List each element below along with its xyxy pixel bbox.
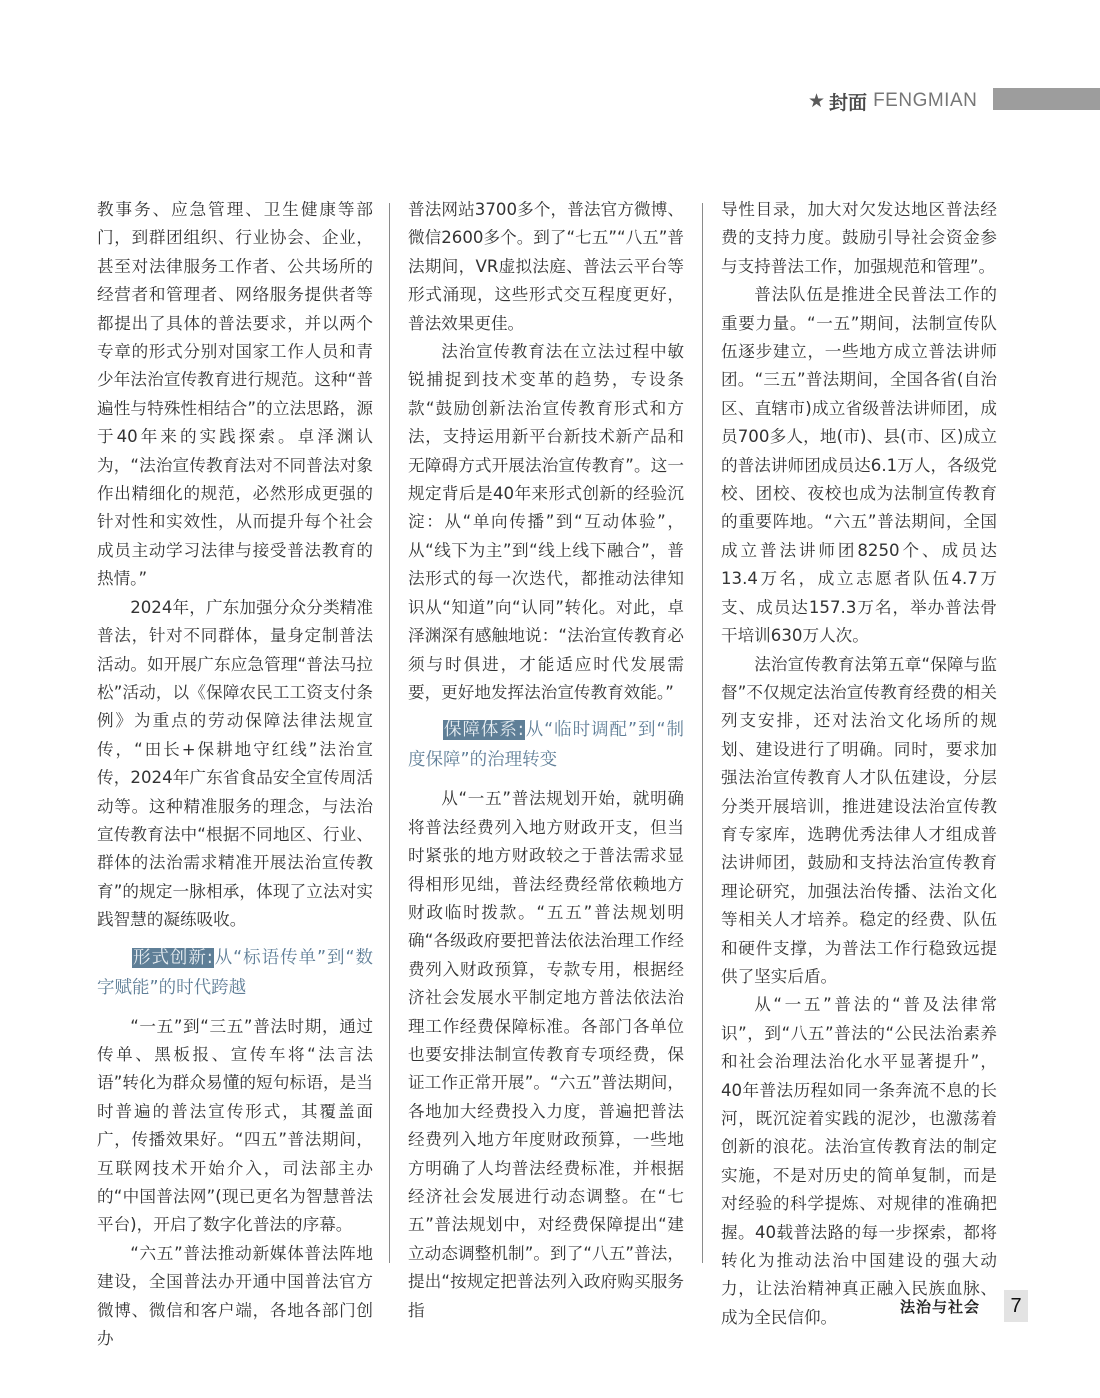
header-decor-bar [993, 88, 1100, 110]
paragraph: 从“一五”普法的“普及法律常识”，到“八五”普法的“公民法治素养和社会治理法治化水平显著提升”，40年普法历程如同一条奔流不息的长河，既沉淀着实践的泥沙，也激荡着创新的浪花。法治宣传教育法的制定实施，不是对历史的简单复制，而是对经验的科学提炼、对规律的准确把握。40载普法路的每一步探索，都将转化为推动法治中国建设的强大动力，让法治精神真正融入民族血脉、成为全民信仰。 [721, 995, 997, 1327]
section-header [808, 86, 977, 116]
paragraph: “六五”普法推动新媒体普法阵地建设，全国普法办开通中国普法官方微博、微信和客户端，各地各部门创办 [97, 1243, 373, 1349]
subheading-tag: 保障体系: [444, 720, 524, 741]
section-title-cn: 封面 [829, 91, 868, 114]
subheading-text: 从“临时调配”到“制度保障”的治理转变 [408, 720, 684, 771]
paragraph: 导性目录，加大对欠发达地区普法经费的支持力度。鼓励引导社会资金参与支持普法工作，加强规范和管理”。 [721, 200, 997, 276]
star-icon: ★ [808, 90, 826, 112]
paragraph: 普法网站3700多个，普法官方微博、微信2600多个。到了“七五”“八五”普法期间，VR虚拟法庭、普法云平台等形式涌现，这些形式交互程度更好，普法效果更佳。 [408, 200, 684, 333]
article-column-2 [408, 196, 684, 1325]
section-subheading [408, 715, 684, 775]
paragraph: “一五”到“三五”普法时期，通过传单、黑板报、宣传车将“法言法语”转化为群众易懂的短句标语，是当时普遍的普法宣传形式，其覆盖面广，传播效果好。“四五”普法期间，互联网技术开始介入，司法部主办的“中国普法网”(现已更名为智慧普法平台)，开启了数字化普法的序幕。 [97, 1016, 373, 1235]
page-footer [900, 1290, 1028, 1322]
magazine-name: 法治与社会 [900, 1297, 981, 1316]
article-column-3 [721, 196, 997, 1332]
paragraph: 从“一五”普法规划开始，就明确将普法经费列入地方财政开支，但当时紧张的地方财政较之于普法需求显得相形见绌，普法经费经常依赖地方财政临时拨款。“五五”普法规划明确“各级政府要把普法依法治理工作经费列入财政预算，专款专用，根据经济社会发展水平制定地方普法依法治理工作经费保障标准。各部门各单位也要安排法制宣传教育专项经费，保证工作正常开展”。“六五”普法期间，各地加大经费投入力度，普遍把普法经费列入地方年度财政预算，一些地方明确了人均普法经费标准，并根据经济社会发展进行动态调整。在“七五”普法规划中，对经费保障提出“建立动态调整机制”。到了“八五”普法，提出“按规定把普法列入政府购买服务指 [408, 789, 684, 1320]
page-number: 7 [1004, 1290, 1028, 1322]
subheading-tag: 形式创新: [133, 947, 213, 968]
paragraph: 普法队伍是推进全民普法工作的重要力量。“一五”期间，法制宣传队伍逐步建立，一些地方成立普法讲师团。“三五”普法期间，全国各省(自治区、直辖市)成立省级普法讲师团，成员700多人，地(市)、县(市、区)成立的普法讲师团成员达6.1万人，各级党校、团校、夜校也成为法制宣传教育的重要阵地。“六五”普法期间，全国成立普法讲师团8250个、成员达13.4万名，成立志愿者队伍4.7万支、成员达157.3万名，举办普法骨干培训630万人次。 [721, 285, 997, 646]
paragraph: 2024年，广东加强分众分类精准普法，针对不同群体，量身定制普法活动。如开展广东应急管理“普法马拉松”活动，以《保障农民工工资支付条例》为重点的劳动保障法律法规宣传，“田长+保耕地守红线”法治宣传，2024年广东省食品安全宣传周活动等。这种精准服务的理念，与法治宣传教育法中“根据不同地区、行业、群体的法治需求精准开展法治宣传教育”的规定一脉相承，体现了立法对实践智慧的凝练吸收。 [97, 597, 373, 930]
section-subheading [97, 943, 373, 1003]
paragraph: 法治宣传教育法在立法过程中敏锐捕捉到技术变革的趋势，专设条款“鼓励创新法治宣传教育形式和方法，支持运用新平台新技术新产品和无障碍方式开展法治宣传教育”。这一规定背后是40年来形式创新的经验沉淀：从“单向传播”到“互动体验”，从“线下为主”到“线上线下融合”，普法形式的每一次迭代，都推动法律知识从“知道”向“认同”转化。对此，卓泽渊深有感触地说：“法治宣传教育必须与时俱进，才能适应时代发展需要，更好地发挥法治宣传教育效能。” [408, 342, 684, 702]
section-title-en: FENGMIAN [873, 90, 978, 111]
paragraph: 法治宣传教育法第五章“保障与监督”不仅规定法治宣传教育经费的相关列支安排，还对法治文化场所的规划、建设进行了明确。同时，要求加强法治宣传教育人才队伍建设，分层分类开展培训，推进建设法治宣传教育专家库，选聘优秀法律人才组成普法讲师团，鼓励和支持法治宣传教育理论研究，加强法治传播、法治文化等相关人才培养。稳定的经费、队伍和硬件支撑，为普法工作行稳致远提供了坚实后盾。 [721, 654, 997, 986]
column-divider [702, 203, 703, 1263]
column-divider [389, 203, 390, 1263]
article-column-1 [97, 196, 373, 1353]
subheading-text: 从“标语传单”到“数字赋能”的时代跨越 [97, 947, 373, 998]
paragraph: 教事务、应急管理、卫生健康等部门，到群团组织、行业协会、企业，甚至对法律服务工作者、公共场所的经营者和管理者、网络服务提供者等都提出了具体的普法要求，并以两个专章的形式分别对国家工作人员和青少年法治宣传教育进行规范。这种“普遍性与特殊性相结合”的立法思路，源于40年来的实践探索。卓泽渊认为，“法治宣传教育法对不同普法对象作出精细化的规范，必然形成更强的针对性和实效性，从而提升每个社会成员主动学习法律与接受普法教育的热情。” [97, 200, 373, 589]
